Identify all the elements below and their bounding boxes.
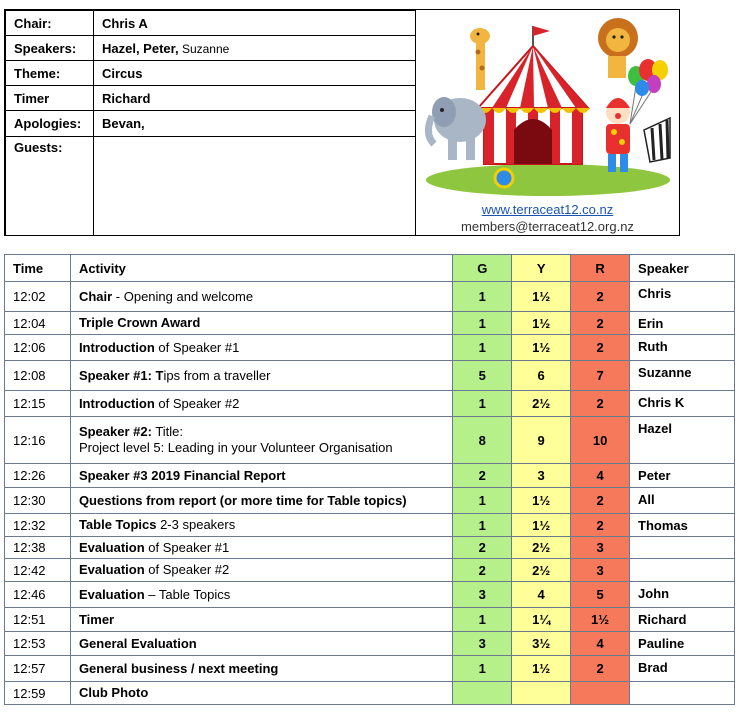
activity-title: Chair <box>78 288 113 304</box>
yellow-time: 1½ <box>512 514 571 537</box>
agenda-row <box>5 608 735 632</box>
red-time: 2 <box>571 656 630 682</box>
col-activity-header: Activity <box>70 255 452 282</box>
agenda-time: 12:08 <box>5 361 71 391</box>
green-time: 3 <box>453 582 512 608</box>
activity-detail: 2-3 speakers <box>156 517 236 532</box>
activity-title: Timer <box>78 611 115 627</box>
yellow-time: 6 <box>512 361 571 391</box>
activity-title: Speaker #2: <box>78 424 152 439</box>
green-time <box>453 682 512 705</box>
info-value-small: Suzanne <box>178 41 230 56</box>
agenda-time: 12:51 <box>5 608 71 632</box>
green-time: 1 <box>453 312 512 335</box>
circus-image-box <box>416 10 679 235</box>
info-value: Chris A <box>94 11 416 36</box>
red-time: 10 <box>571 417 630 464</box>
agenda-speaker <box>630 537 735 559</box>
info-row-guests <box>6 137 416 236</box>
agenda-time: 12:06 <box>5 335 71 361</box>
yellow-time: 9 <box>512 417 571 464</box>
green-time: 3 <box>453 632 512 656</box>
agenda-row <box>5 312 735 335</box>
info-label: Guests: <box>6 137 94 236</box>
yellow-time: 1¼ <box>512 608 571 632</box>
yellow-time: 1½ <box>512 312 571 335</box>
members-email: members@terraceat12.org.nz <box>461 219 634 234</box>
red-time: 2 <box>571 282 630 312</box>
circus-tent-illustration <box>422 12 674 198</box>
col-green-header: G <box>453 255 512 282</box>
activity-title: Evaluation <box>78 586 145 602</box>
red-time: 7 <box>571 361 630 391</box>
green-time: 2 <box>453 464 512 488</box>
agenda-row <box>5 537 735 559</box>
agenda-row <box>5 282 735 312</box>
activity-title: Triple Crown Award <box>78 315 201 330</box>
agenda-activity <box>70 391 452 417</box>
agenda-row <box>5 514 735 537</box>
agenda-speaker: Chris K <box>630 391 735 417</box>
agenda-speaker: Pauline <box>630 632 735 656</box>
agenda-activity <box>70 312 452 335</box>
agenda-row <box>5 682 735 705</box>
green-time: 1 <box>453 391 512 417</box>
agenda-activity <box>70 582 452 608</box>
activity-detail: Title: <box>151 424 184 439</box>
agenda-activity <box>70 335 452 361</box>
activity-title: Table Topics <box>78 517 157 532</box>
activity-detail: of Speaker #1 <box>144 539 230 555</box>
info-label: Speakers: <box>6 36 94 61</box>
red-time: 2 <box>571 514 630 537</box>
col-time-header: Time <box>5 255 71 282</box>
agenda-row <box>5 559 735 582</box>
col-red-header: R <box>571 255 630 282</box>
green-time: 8 <box>453 417 512 464</box>
agenda-speaker: Richard <box>630 608 735 632</box>
agenda-speaker: Thomas <box>630 514 735 537</box>
agenda-speaker: Peter <box>630 464 735 488</box>
agenda-time: 12:42 <box>5 559 71 582</box>
agenda-row <box>5 361 735 391</box>
red-time: 2 <box>571 335 630 361</box>
agenda-speaker: Erin <box>630 312 735 335</box>
agenda-time: 12:30 <box>5 488 71 514</box>
yellow-time: 2½ <box>512 391 571 417</box>
activity-detail: of Speaker #1 <box>154 339 240 355</box>
agenda-header-row <box>5 255 735 282</box>
agenda-speaker: Brad <box>630 656 735 682</box>
yellow-time: 3½ <box>512 632 571 656</box>
website-link[interactable]: www.terraceat12.co.nz <box>481 202 614 217</box>
activity-title: General Evaluation <box>78 635 197 651</box>
info-value-main: Hazel, Peter, <box>102 40 179 56</box>
agenda-time: 12:26 <box>5 464 71 488</box>
info-row-apologies <box>6 111 416 137</box>
info-row-chair <box>6 11 416 36</box>
agenda-activity <box>70 417 452 464</box>
info-label: Timer <box>6 86 94 111</box>
agenda-speaker <box>630 682 735 705</box>
agenda-row <box>5 417 735 464</box>
green-time: 1 <box>453 282 512 312</box>
yellow-time: 3 <box>512 464 571 488</box>
green-time: 1 <box>453 488 512 514</box>
green-time: 1 <box>453 656 512 682</box>
agenda-table <box>4 254 735 705</box>
agenda-row <box>5 582 735 608</box>
activity-title: Evaluation <box>78 562 145 577</box>
agenda-speaker: Hazel <box>630 417 735 464</box>
info-value: Richard <box>94 86 416 111</box>
agenda-activity <box>70 464 452 488</box>
activity-detail: ips from a traveller <box>163 367 271 383</box>
info-value <box>94 36 416 61</box>
agenda-time: 12:32 <box>5 514 71 537</box>
activity-detail: of Speaker #2 <box>154 395 240 411</box>
info-row-theme <box>6 61 416 86</box>
agenda-speaker: Chris <box>630 282 735 312</box>
agenda-activity <box>70 656 452 682</box>
agenda-speaker: Ruth <box>630 335 735 361</box>
activity-title: Questions from report (or more time for Table topics) <box>78 492 407 508</box>
agenda-time: 12:59 <box>5 682 71 705</box>
info-value <box>94 137 416 236</box>
info-label: Apologies: <box>6 111 94 137</box>
agenda-activity <box>70 632 452 656</box>
info-value: Bevan, <box>94 111 416 137</box>
red-time: 2 <box>571 391 630 417</box>
agenda-row <box>5 391 735 417</box>
meeting-info-header <box>4 9 680 236</box>
red-time <box>571 682 630 705</box>
agenda-row <box>5 656 735 682</box>
agenda-time: 12:02 <box>5 282 71 312</box>
agenda-activity <box>70 608 452 632</box>
col-yellow-header: Y <box>512 255 571 282</box>
info-label: Theme: <box>6 61 94 86</box>
agenda-time: 12:16 <box>5 417 71 464</box>
green-time: 1 <box>453 608 512 632</box>
red-time: 2 <box>571 312 630 335</box>
agenda-time: 12:38 <box>5 537 71 559</box>
green-time: 5 <box>453 361 512 391</box>
info-label: Chair: <box>6 11 94 36</box>
agenda-row <box>5 632 735 656</box>
agenda-time: 12:04 <box>5 312 71 335</box>
agenda-speaker <box>630 559 735 582</box>
activity-detail: of Speaker #2 <box>144 562 230 577</box>
activity-title: Introduction <box>78 395 155 411</box>
red-time: 1½ <box>571 608 630 632</box>
green-time: 2 <box>453 559 512 582</box>
yellow-time: 1½ <box>512 335 571 361</box>
activity-title: Speaker #3 2019 Financial Report <box>78 467 286 483</box>
info-value: Circus <box>94 61 416 86</box>
agenda-activity <box>70 488 452 514</box>
yellow-time: 2½ <box>512 537 571 559</box>
yellow-time: 4 <box>512 582 571 608</box>
agenda-time: 12:53 <box>5 632 71 656</box>
meeting-roles-table <box>5 10 416 236</box>
activity-title: Evaluation <box>78 539 145 555</box>
agenda-activity <box>70 361 452 391</box>
agenda-time: 12:57 <box>5 656 71 682</box>
activity-detail: - Opening and welcome <box>112 288 254 304</box>
agenda-activity <box>70 537 452 559</box>
agenda-row <box>5 488 735 514</box>
activity-subtitle: Project level 5: Leading in your Volunteer Organisation <box>78 440 393 455</box>
agenda-row <box>5 335 735 361</box>
agenda-speaker: All <box>630 488 735 514</box>
red-time: 3 <box>571 537 630 559</box>
activity-title: Club Photo <box>78 685 149 700</box>
red-time: 3 <box>571 559 630 582</box>
agenda-activity <box>70 559 452 582</box>
agenda-speaker: John <box>630 582 735 608</box>
green-time: 1 <box>453 514 512 537</box>
green-time: 2 <box>453 537 512 559</box>
agenda-time: 12:46 <box>5 582 71 608</box>
yellow-time: 1½ <box>512 488 571 514</box>
activity-title: Speaker #1: T <box>78 367 164 383</box>
yellow-time: 1½ <box>512 656 571 682</box>
activity-title: Introduction <box>78 339 155 355</box>
red-time: 4 <box>571 632 630 656</box>
red-time: 2 <box>571 488 630 514</box>
agenda-row <box>5 464 735 488</box>
red-time: 5 <box>571 582 630 608</box>
agenda-speaker: Suzanne <box>630 361 735 391</box>
yellow-time: 1½ <box>512 282 571 312</box>
yellow-time: 2½ <box>512 559 571 582</box>
info-row-timer <box>6 86 416 111</box>
agenda-activity <box>70 682 452 705</box>
agenda-body <box>5 282 735 705</box>
agenda-time: 12:15 <box>5 391 71 417</box>
activity-title: General business / next meeting <box>78 660 279 676</box>
agenda-activity <box>70 514 452 537</box>
col-speaker-header: Speaker <box>630 255 735 282</box>
green-time: 1 <box>453 335 512 361</box>
info-row-speakers <box>6 36 416 61</box>
agenda-activity <box>70 282 452 312</box>
red-time: 4 <box>571 464 630 488</box>
yellow-time <box>512 682 571 705</box>
activity-detail: – Table Topics <box>144 586 231 602</box>
